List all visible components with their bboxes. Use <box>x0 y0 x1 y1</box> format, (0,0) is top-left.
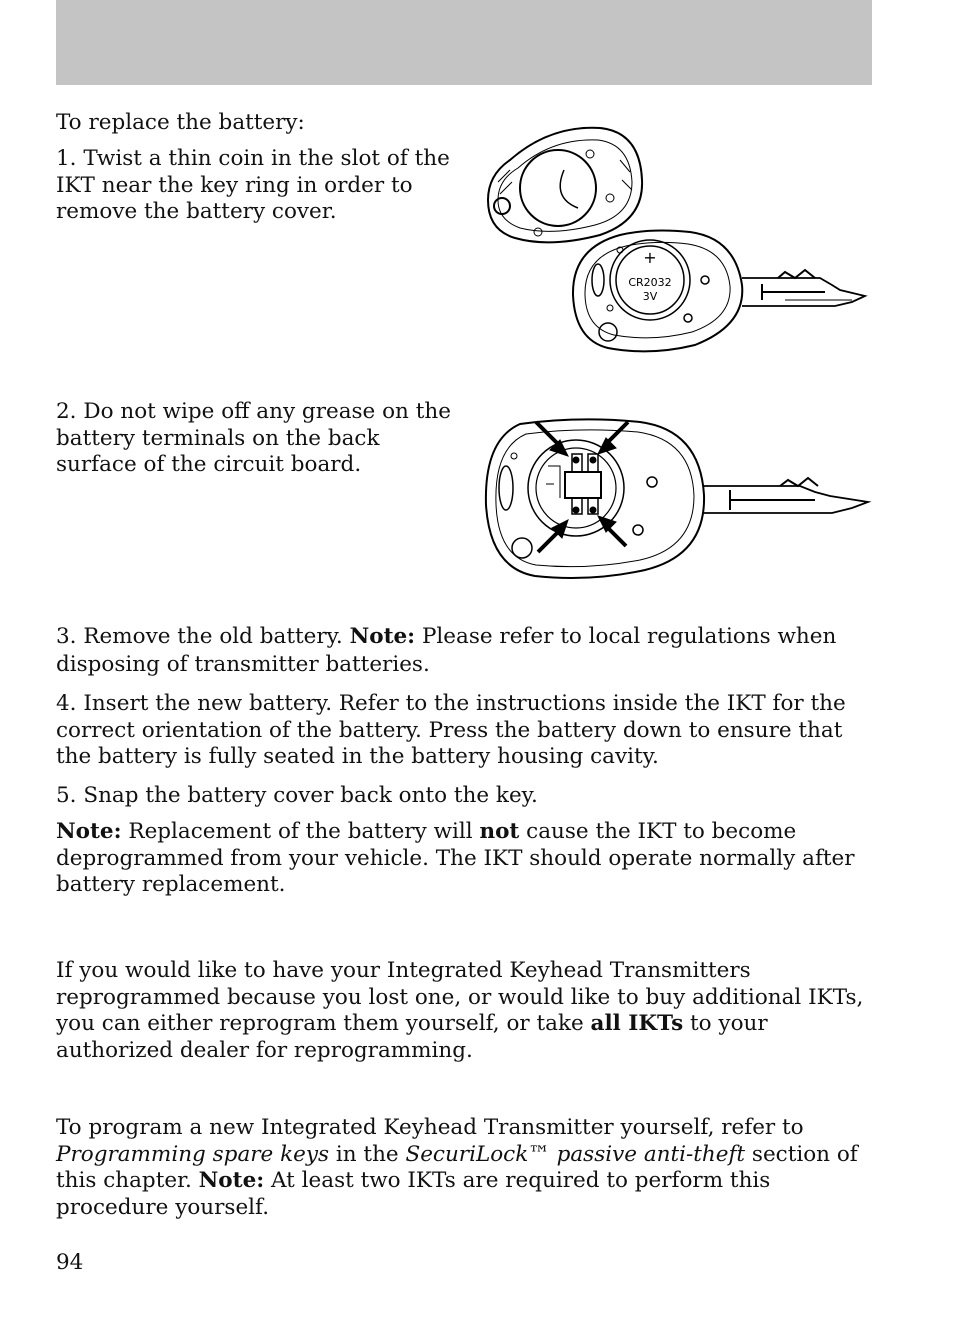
note-paragraph: Note: Replacement of the battery will not cause the IKT to become deprogrammed from your vehicle. The IKT should operate normally after battery replacement. <box>56 819 855 897</box>
reprogram-paragraph: If you would like to have your Integrated Keyhead Transmitters reprogrammed because you lost one, or would like to buy additional IKTs, you can either reprogram them yourself, or take all IKTs to your authorized dealer for reprogramming. <box>56 958 864 1063</box>
step-2: 2. Do not wipe off any grease on the battery terminals on the back surface of the circuit board. <box>56 399 451 477</box>
program-paragraph: To program a new Integrated Keyhead Transmitter yourself, refer to Programming spare keys in the SecuriLock™ passive anti-theft section of this chapter. Note: At least two IKTs are required to perform this procedure yourself. <box>56 1115 858 1220</box>
battery-voltage-label: 3V <box>642 290 658 303</box>
intro-text: To replace the battery: <box>56 110 305 135</box>
step-1: 1. Twist a thin coin in the slot of the IKT near the key ring in order to remove the battery cover. <box>56 146 450 224</box>
step-5: 5. Snap the battery cover back onto the key. <box>56 783 538 808</box>
header-bar <box>56 0 872 85</box>
circuit-board-figure <box>480 410 880 585</box>
step-3: 3. Remove the old battery. Note: Please refer to local regulations when disposing of transmitter batteries. <box>56 624 837 677</box>
battery-cover-figure <box>480 120 880 360</box>
page-number: 94 <box>56 1250 84 1275</box>
battery-model-label: CR2032 <box>628 276 672 289</box>
step-4: 4. Insert the new battery. Refer to the instructions inside the IKT for the correct orientation of the battery. Press the battery down to ensure that the battery is fully seated in the battery housing cavity. <box>56 691 846 769</box>
battery-plus-label: + <box>643 248 657 267</box>
